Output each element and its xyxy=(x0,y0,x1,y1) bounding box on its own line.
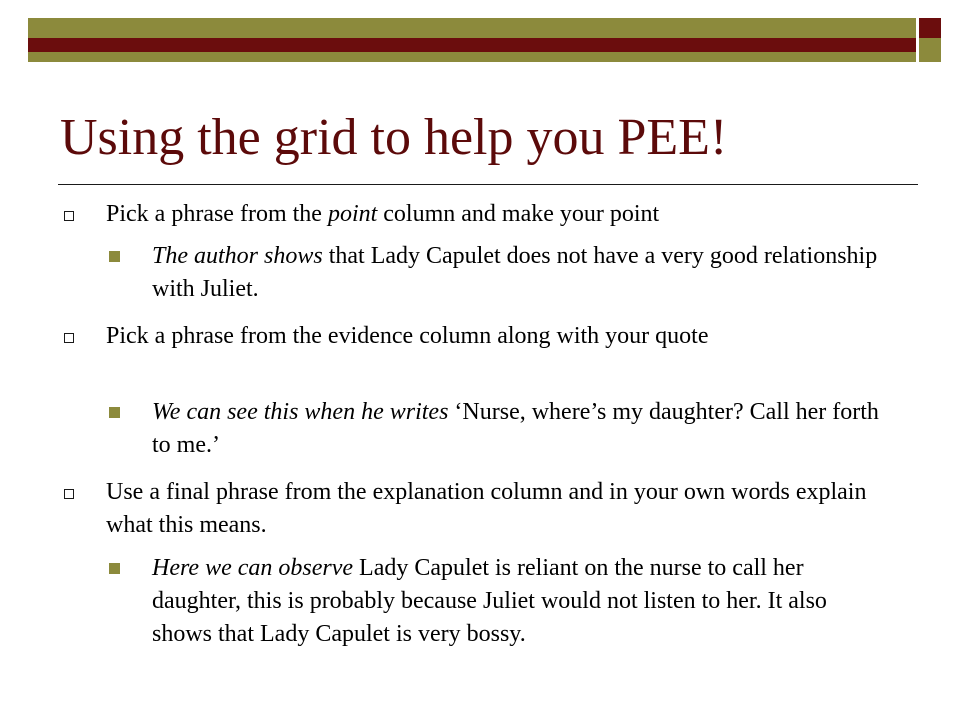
square-bullet-icon xyxy=(109,407,120,418)
sub-bullet-2-text: ‘Nurse, where’s my daughter? Call her forth to me.’ xyxy=(152,399,879,458)
sub-bullet-2-emphasis: We can see this when he writes xyxy=(152,399,449,425)
bullet-item-1 xyxy=(106,198,896,231)
hollow-square-bullet-icon xyxy=(64,211,74,221)
slide-title: Using the grid to help you PEE! xyxy=(60,109,728,166)
square-bullet-icon xyxy=(109,563,120,574)
square-bullet-icon xyxy=(109,251,120,262)
header-bar-olive-lower xyxy=(28,52,916,62)
sub-bullet-1-emphasis: The author shows xyxy=(152,243,323,269)
sub-bullet-3-text: Lady Capulet is reliant on the nurse to call her daughter, this is probably because Juliet would not listen to her. It also shows that Lady Capulet is very bossy. xyxy=(152,555,827,647)
header-bar-maroon xyxy=(28,38,916,52)
header-square-olive xyxy=(919,38,941,62)
bullet-1-text-end: column and make your point xyxy=(377,201,660,227)
title-divider xyxy=(58,184,918,185)
hollow-square-bullet-icon xyxy=(64,333,74,343)
header-bar-olive xyxy=(28,18,916,38)
bullet-item-3 xyxy=(106,476,896,542)
bullet-1-emphasis: point xyxy=(327,201,378,227)
bullet-3-text: Use a final phrase from the explanation column and in your own words explain what this means. xyxy=(106,479,867,538)
header-square-maroon xyxy=(919,18,941,38)
bullet-2-text: Pick a phrase from the evidence column along with your quote xyxy=(106,323,709,349)
hollow-square-bullet-icon xyxy=(64,489,74,499)
sub-bullet-3-emphasis: Here we can observe xyxy=(152,555,354,581)
sub-bullet-1 xyxy=(152,240,892,306)
bullet-item-2 xyxy=(106,320,896,353)
bullet-1-text: Pick a phrase from the xyxy=(106,201,328,227)
sub-bullet-3 xyxy=(152,552,892,651)
sub-bullet-1-text: that Lady Capulet does not have a very good relationship with Juliet. xyxy=(152,243,878,302)
sub-bullet-2 xyxy=(152,396,892,462)
